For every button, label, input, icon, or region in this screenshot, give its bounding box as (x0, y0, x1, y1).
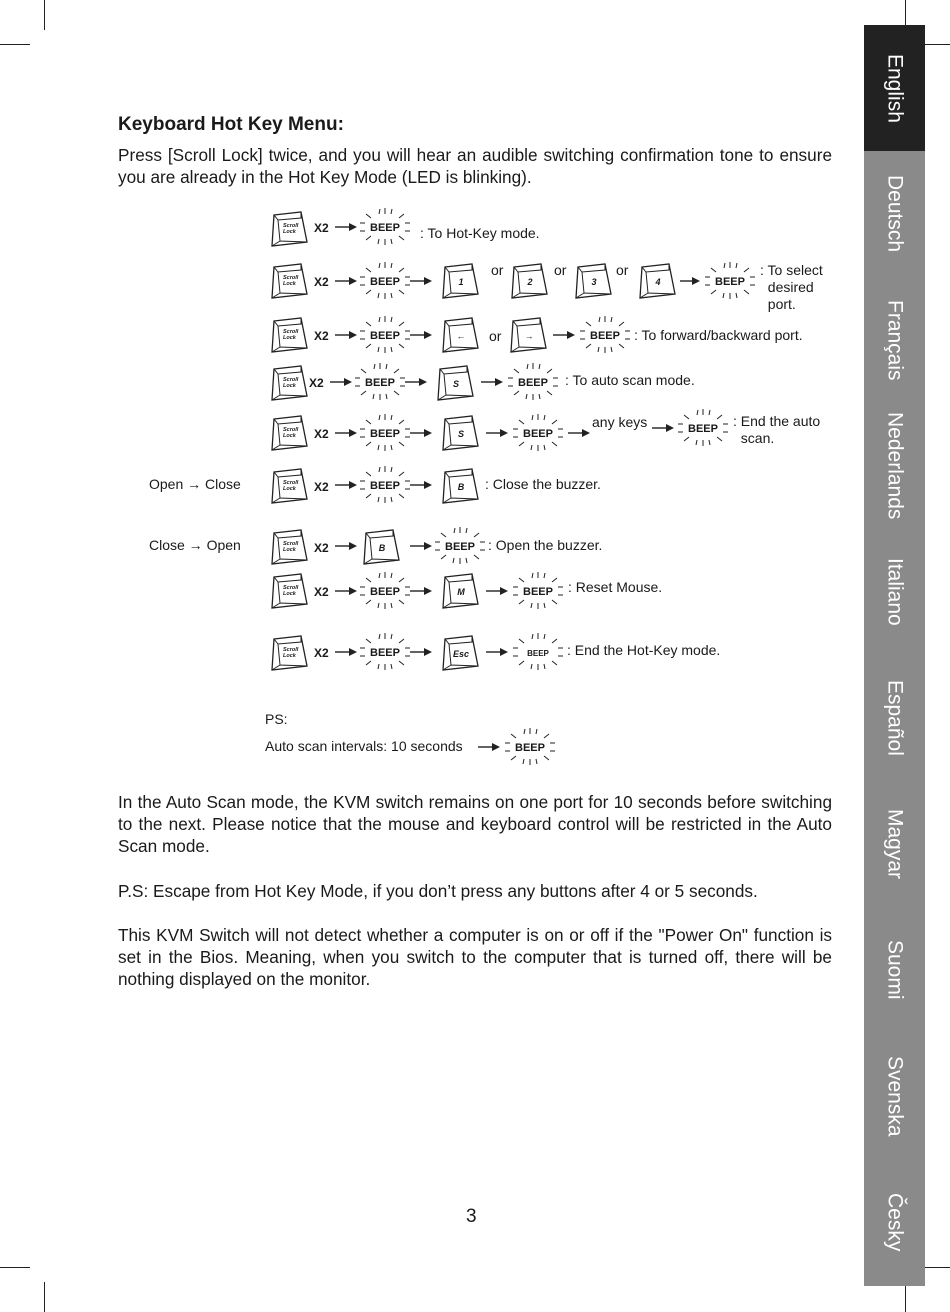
power-on-paragraph: This KVM Switch will not detect whether a computer is on or off if the "Power On" function is set in the Bios. Meaning, when you switch to the computer that is turned off, there will be nothing displayed on the monitor. (118, 925, 832, 990)
scroll-lock-key (272, 530, 307, 564)
key-label: M (457, 587, 465, 597)
beep-text: BEEP (523, 586, 553, 598)
x2-label: X2 (314, 480, 329, 494)
arrow-icon (335, 223, 357, 231)
or-text: or (491, 262, 504, 278)
key-label: ← (456, 331, 466, 341)
tab-francais[interactable]: Français (883, 299, 907, 381)
key-label: Scroll (283, 223, 299, 229)
beep-icon (513, 633, 563, 670)
label-open-to-close: Open → Close (149, 476, 241, 492)
label-hotkey-mode: : To Hot-Key mode. (420, 225, 540, 241)
key-label: Lock (283, 591, 296, 597)
tab-nederlands[interactable]: Nederlands (883, 412, 907, 520)
arrow-icon (481, 378, 503, 386)
beep-text: BEEP (688, 423, 718, 435)
key-4 (640, 264, 675, 298)
beep-text: BEEP (527, 649, 549, 658)
key-label: S (452, 379, 460, 389)
arrow-icon (652, 424, 674, 432)
arrow-icon (410, 429, 432, 437)
x2-label: X2 (314, 275, 329, 289)
beep-text: BEEP (590, 330, 620, 342)
x2-label: X2 (314, 585, 329, 599)
arrow-icon (410, 587, 432, 595)
key-1 (443, 264, 478, 298)
label-end-hotkey: : End the Hot-Key mode. (567, 642, 721, 658)
arrow-icon (553, 331, 575, 339)
key-label: Lock (283, 547, 296, 553)
s-key (443, 416, 478, 450)
key-label: Scroll (283, 541, 299, 547)
beep-icon (513, 414, 563, 451)
beep-icon (360, 414, 410, 451)
arrow-icon (478, 743, 500, 751)
x2-label: X2 (314, 427, 329, 441)
key-label: Scroll (283, 377, 299, 383)
label-select-port: : To select desired port. (760, 262, 823, 312)
section-heading: Keyboard Hot Key Menu: (118, 114, 344, 135)
tab-italiano[interactable]: Italiano (883, 558, 907, 626)
scroll-lock-key (272, 469, 307, 503)
beep-text: BEEP (515, 742, 545, 754)
arrow-icon (486, 429, 508, 437)
key-label: Lock (283, 281, 296, 287)
scroll-lock-key (272, 212, 307, 246)
label-reset-mouse: : Reset Mouse. (568, 579, 663, 595)
key-label: Lock (283, 383, 296, 389)
beep-text: BEEP (370, 428, 400, 440)
beep-icon (360, 208, 410, 245)
x2-label: X2 (314, 329, 329, 343)
crop-mark (0, 1267, 30, 1268)
x2-label: X2 (314, 646, 329, 660)
beep-text: BEEP (518, 377, 548, 389)
beep-text: BEEP (370, 480, 400, 492)
beep-text: BEEP (715, 276, 745, 288)
arrow-icon (405, 378, 427, 386)
tab-magyar[interactable]: Magyar (883, 808, 907, 880)
or-text: or (554, 262, 567, 278)
arrow-icon (330, 378, 352, 386)
x2-label: X2 (314, 221, 329, 235)
beep-text: BEEP (370, 222, 400, 234)
tab-cesky[interactable]: Česky (883, 1193, 907, 1252)
label-end-auto-scan: : End the auto scan. (733, 413, 821, 446)
auto-scan-paragraph: In the Auto Scan mode, the KVM switch remains on one port for 10 seconds before switching to the next. Please notice that the mouse and keyboard control will be restricted in the Auto Scan mode. (118, 792, 832, 857)
arrow-icon (410, 277, 432, 285)
beep-icon (513, 572, 563, 609)
key-label: 2 (527, 277, 533, 287)
label-forward-backward: : To forward/backward port. (634, 327, 803, 343)
key-label: Scroll (283, 585, 299, 591)
arrow-icon (486, 648, 508, 656)
right-arrow-key (511, 318, 546, 352)
arrow-icon (335, 542, 357, 550)
arrow-icon (335, 481, 357, 489)
arrow-icon (410, 331, 432, 339)
ps-label: PS: (265, 711, 288, 727)
scroll-lock-key (272, 366, 307, 400)
any-keys-text: any keys (592, 414, 648, 430)
or-text: or (489, 328, 502, 344)
page-number: 3 (466, 1206, 477, 1227)
key-label: → (524, 331, 534, 341)
key-label: Scroll (283, 427, 299, 433)
label-close-to-open: Close → Open (149, 537, 241, 553)
beep-text: BEEP (370, 330, 400, 342)
arrow-icon (335, 587, 357, 595)
left-arrow-key (443, 318, 478, 352)
tab-suomi[interactable]: Suomi (883, 940, 907, 1000)
key-label: Lock (283, 433, 296, 439)
key-label: 1 (458, 277, 464, 287)
ps-paragraph: P.S: Escape from Hot Key Mode, if you don’t press any buttons after 4 or 5 seconds. (118, 881, 758, 901)
label-close-buzzer: : Close the buzzer. (485, 476, 601, 492)
beep-text: BEEP (523, 428, 553, 440)
b-key (364, 530, 399, 564)
beep-icon (505, 728, 555, 765)
arrow-icon (335, 648, 357, 656)
key-label: Lock (283, 335, 296, 341)
beep-icon (678, 409, 728, 446)
arrow-icon (335, 331, 357, 339)
tab-svenska[interactable]: Svenska (883, 1055, 907, 1137)
crop-mark (905, 1282, 906, 1312)
m-key (443, 574, 478, 608)
beep-icon (360, 572, 410, 609)
key-label: S (457, 429, 465, 439)
label-auto-scan: : To auto scan mode. (565, 372, 695, 388)
arrow-icon (568, 429, 590, 437)
arrow-icon (335, 429, 357, 437)
arrow-icon (410, 542, 432, 550)
intro-paragraph: Press [Scroll Lock] twice, and you will hear an audible switching confirmation tone to ensure you are already in the Hot Key Mode (LED is blinking). (118, 145, 832, 188)
key-label: B (378, 543, 386, 553)
key-label: Scroll (283, 275, 299, 281)
beep-text: BEEP (365, 377, 395, 389)
arrow-icon (410, 481, 432, 489)
key-2 (512, 264, 547, 298)
beep-text: BEEP (370, 276, 400, 288)
beep-icon (508, 363, 558, 400)
beep-icon (435, 527, 485, 564)
tab-english[interactable]: English (864, 25, 925, 151)
beep-icon (360, 633, 410, 670)
scroll-lock-key (272, 636, 307, 670)
arrow-icon (486, 587, 508, 595)
key-3 (576, 264, 611, 298)
beep-text: BEEP (370, 586, 400, 598)
key-label: Lock (283, 653, 296, 659)
key-label: B (457, 482, 465, 492)
beep-icon (360, 466, 410, 503)
arrow-icon (335, 277, 357, 285)
key-label: Esc (452, 649, 470, 659)
scroll-lock-key (272, 264, 307, 298)
or-text: or (616, 262, 629, 278)
key-label: Lock (283, 486, 296, 492)
tab-espanol[interactable]: Español (883, 680, 907, 756)
s-key (438, 366, 473, 400)
beep-text: BEEP (445, 541, 475, 553)
key-label: 3 (591, 277, 597, 287)
b-key (443, 469, 478, 503)
key-label: Lock (283, 229, 296, 235)
beep-icon (705, 262, 755, 299)
crop-mark (44, 1282, 45, 1312)
beep-icon (355, 363, 405, 400)
key-label: Scroll (283, 329, 299, 335)
key-label: Scroll (283, 480, 299, 486)
key-label: Scroll (283, 647, 299, 653)
key-label: 4 (655, 277, 661, 287)
beep-icon (360, 316, 410, 353)
beep-text: BEEP (370, 647, 400, 659)
beep-icon (580, 316, 630, 353)
arrow-icon (410, 648, 432, 656)
arrow-icon (680, 277, 700, 285)
scroll-lock-key (272, 574, 307, 608)
scroll-lock-key (272, 318, 307, 352)
scroll-lock-key (272, 416, 307, 450)
tab-deutsch[interactable]: Deutsch (883, 175, 907, 253)
x2-label: X2 (314, 541, 329, 555)
x2-label: X2 (309, 376, 324, 390)
ps-interval: Auto scan intervals: 10 seconds (265, 738, 463, 754)
beep-icon (360, 262, 410, 299)
label-open-buzzer: : Open the buzzer. (488, 537, 603, 553)
esc-key (443, 636, 478, 670)
